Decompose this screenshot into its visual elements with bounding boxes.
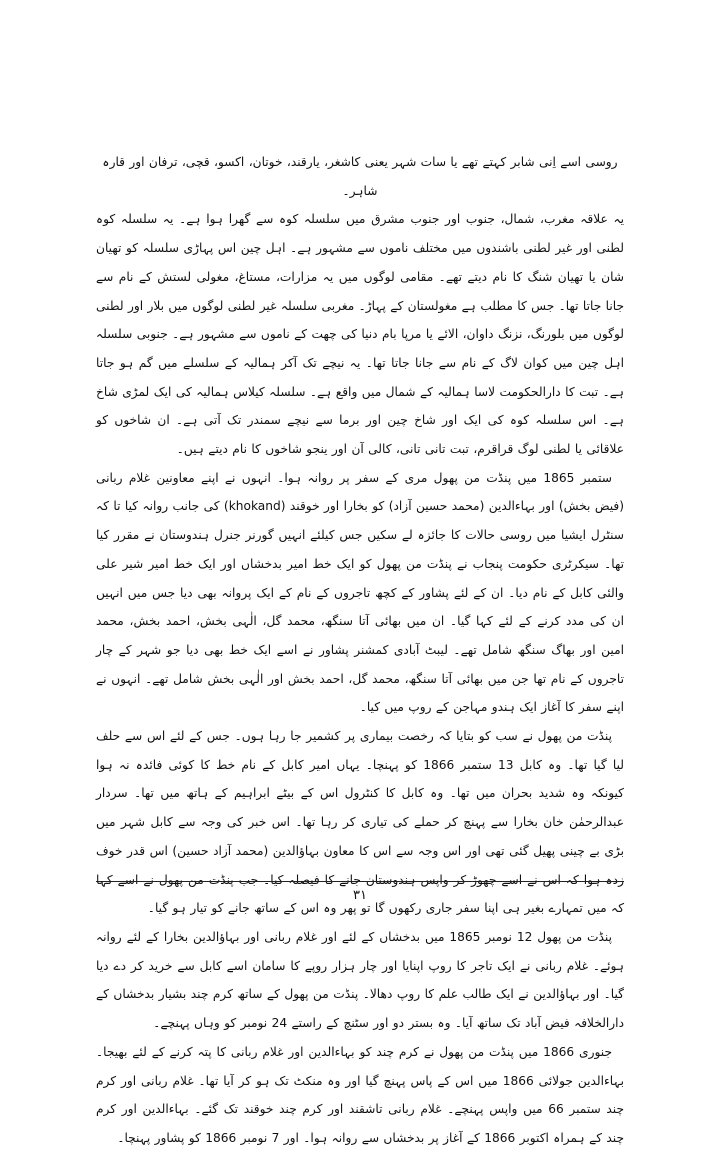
paragraph-2: یہ علاقہ مغرب، شمال، جنوب اور جنوب مشرق میں سلسلہ کوہ سے گھرا ہوا ہے۔ یہ سلسلہ کوہ لطنی اور غیر لطنی باشندوں میں مختلف ناموں سے مشہور ہے۔ اہل چین اس پہاڑی سلسلہ کو تھیان شان یا تھیان شنگ کا نام دیتے تھے۔ مقامی لوگوں میں یہ مزارات، مستاغ، مغولی لستش کے نام سے جانا جاتا تھا۔ جس کا مطلب ہے مغولستان کے پہاڑ۔ مغربی سلسلہ غیر لطنی لوگوں میں بلار اور لطنی لوگوں میں بلورنگ، نزنگ داوان، الائے یا مرپا بام دنیا کی چھت کے ناموں سے مشہور ہے۔ جنوبی سلسلہ اہل چین میں کوان لاگ کے نام سے جانا جاتا تھا۔ یہ نیچے تک آکر ہمالیہ کے سلسلے میں گم ہو جاتا ہے۔ تبت کا دارالحکومت لاسا ہمالیہ کے شمال میں واقع ہے۔ سلسلہ کیلاس ہمالیہ کی ایک لمڑی شاخ ہے۔ اس سلسلہ کوہ کی ایک اور شاخ چین اور برما سے نیچے سمندر تک آتی ہے۔ ان شاخوں کو علاقائی یا لطنی لوگ قراقرم، تبت تانی تانی، کالی آن اور ینجو شاخوں کا نام دیتے ہیں۔ — [96, 212, 624, 457]
paragraph-1: روسی اسے اِنی شابر کہتے تھے یا سات شہر یعنی کاشغر، یارقند، خوتان، اکسو، قچی، ترفان اور قارہ شاہر۔ — [102, 155, 618, 198]
paragraph-6: جنوری 1866 میں پنڈت من پھول نے کرم چند کو بہاءالدین اور غلام ربانی کا پتہ کرنے کے لئے بھیجا۔ بہاءالدین جولائی 1866 میں اس کے پاس پہنچ گیا اور وہ منکٹ تک ہو کر آیا تھا۔ غلام ربانی اور کرم چند ستمبر 66 میں واپس پہنچے۔ غلام ربانی تاشقند اور کرم چند خوقند تک گئے۔ بہاءالدین اور کرم چند کے ہمراہ اکتوبر 1866 کے آغاز پر بدخشاں سے روانہ ہوا۔ اور 7 نومبر 1866 کو پشاور پہنچا۔ — [96, 1044, 624, 1145]
body-text — [96, 148, 624, 1153]
paragraph-4: پنڈت من پھول نے سب کو بتایا کہ رخصت بیماری پر کشمیر جا رہا ہوں۔ جس کے لئے اس سے حلف لیا گیا تھا۔ وہ کابل 13 ستمبر 1866 کو پہنچا۔ یہاں امیر کابل کے نام خط کا کوئی فائدہ نہ ہوا کیونکہ وہ شدید بحران میں تھا۔ وہ کابل کا کنٹرول اس کے بیٹے ابراہیم کے ہاتھ میں تھا۔ سردار عبدالرحمٰن خان بخارا سے پہنچ کر حملے کی تیاری کر رہا تھا۔ اس خبر کی وجہ سے کابل شہر میں بڑی بے چینی پھیل گئی تھی اور اس وجہ سے اس کا معاون بہاؤالدین (محمد آزاد حسین) اس قدر خوف زدہ ہوا کہ اس نے اسے چھوڑ کر واپس ہندوستان جانے کا فیصلہ کیا۔ جب پنڈت من پھول نے اسے کہا کہ میں تمہارے بغیر ہی اپنا سفر جاری رکھوں گا تو پھر وہ اس کے ساتھ جانے کو تیار ہو گیا۔ — [96, 729, 624, 916]
page-number: ۳۱ — [353, 888, 367, 903]
paragraph-5: پنڈت من پھول 12 نومبر 1865 میں بدخشاں کے لئے اور غلام ربانی اور بہاؤالدین بخارا کے لئے روانہ ہوئے۔ غلام ربانی نے ایک تاجر کا روپ اپنایا اور چار ہزار روپے کا سامان اسے کابل سے خرید کر دے دیا گیا۔ اور بہاؤالدین نے ایک طالب علم کا روپ دھالا۔ پنڈت من پھول کے ساتھ کرم چند بشیار بدخشاں کے دارالخلافہ فیض آباد تک ساتھ آیا۔ وہ بستر دو اور سٹنچ کے راستے 24 نومبر کو وہاں پہنچے۔ — [96, 929, 624, 1031]
paragraph-3: ستمبر 1865 میں پنڈت من پھول مری کے سفر پر روانہ ہوا۔ انہوں نے اپنے معاونین غلام ربانی (فیض بخش) اور بہاءالدین (محمد حسین آزاد) کو بخارا اور خوقند (khokand) کی جانب روانہ کیا تا کہ سنٹرل ایشیا میں روسی حالات کا جائزہ لے سکیں جس کیلئے انہیں گورنر جنرل ہندوستان نے مقرر کیا تھا۔ سیکرٹری حکومت پنجاب نے پنڈت من پھول کو ایک خط امیر بدخشاں اور ایک خط امیر شیر علی والئی کابل کے نام دیا۔ ان کے لئے پشاور کے کچھ تاجروں کے نام کے ایک پروانہ بھی دیا جس میں انہیں ان کی مدد کرنے کے لئے کہا گیا۔ ان میں بھائی آتا سنگھ، محمد گل، الٰہی بخش، احمد بخش، محمد امین اور بھاگ سنگھ شامل تھے۔ لیبٹ آبادی کمشنر پشاور نے اسے ایک خط بھی دیا جو شہر کے چار تاجروں کے نام تھا جن میں بھائی آتا سنگھ، محمد گل، احمد بخش اور الٰہی بخش شامل تھے۔ انہوں نے اپنے سفر کا آغاز ایک ہندو مہاجن کے روپ میں کیا۔ — [96, 470, 625, 715]
footer-rule — [96, 881, 624, 882]
